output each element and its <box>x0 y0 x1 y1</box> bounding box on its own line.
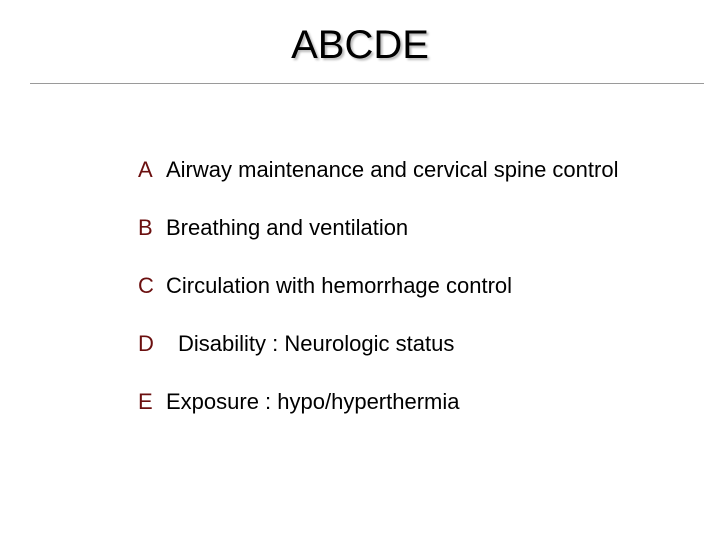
list-item-b <box>138 210 618 268</box>
list-item-a <box>138 152 618 210</box>
item-text: Breathing and ventilation <box>166 215 409 240</box>
item-text: Exposure : hypo/hyperthermia <box>166 389 460 414</box>
item-letter: C <box>138 273 154 298</box>
list-item-d <box>138 326 618 384</box>
item-text: Circulation with hemorrhage control <box>166 273 513 298</box>
list-item-c <box>138 268 618 326</box>
item-letter: B <box>138 215 153 240</box>
item-letter: E <box>138 389 153 414</box>
slide-title: ABCDE <box>291 23 429 67</box>
item-letter: D <box>138 331 154 356</box>
list-item-e <box>138 384 618 442</box>
item-letter: A <box>138 157 153 182</box>
abcde-list <box>138 152 618 442</box>
item-text: Airway maintenance and cervical spine control <box>166 157 619 182</box>
item-text: Disability : Neurologic status <box>178 331 455 356</box>
title-divider <box>30 83 704 84</box>
